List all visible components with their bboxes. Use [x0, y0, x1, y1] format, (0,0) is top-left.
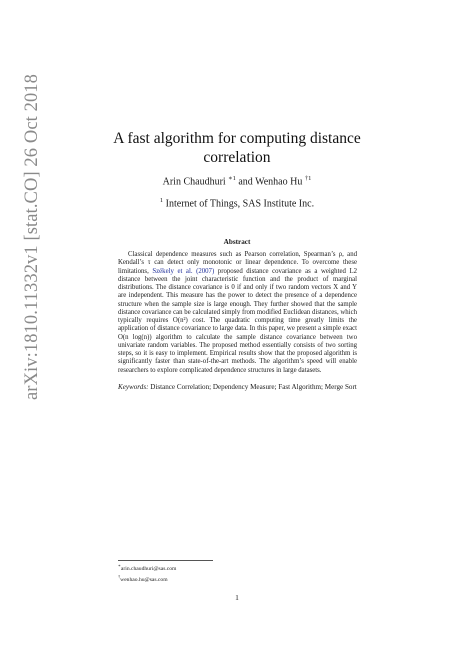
- affiliation-text: Internet of Things, SAS Institute Inc.: [165, 198, 315, 210]
- arxiv-identifier: arXiv:1810.11332v1 [stat.CO] 26 Oct 2018: [22, 74, 42, 400]
- author-name-1: Arin Chaudhuri: [162, 176, 226, 188]
- author-list: [0, 172, 474, 188]
- abstract-text-part-1: Classical dependence measures such as Pearson correlation, Spearman’s ρ, and Kendall’s τ can detect only monotonic or linear dependence. To overcome these limitations,: [118, 251, 357, 275]
- abstract-paragraph: [118, 251, 357, 375]
- footnotes: [118, 562, 176, 584]
- abstract-body: [118, 251, 357, 375]
- paper-title: [0, 129, 474, 167]
- abstract-text-part-2: proposed distance covariance as a weighted L2 distance between the joint characteristic function and the product of marginal distributions. The distance covariance is 0 if and only if two random vectors X and Y are independent. This measure has the power to detect the presence of a dependence structure when the sample size is large enough. They further showed that the sample distance covariance can be calculated simply from modified Euclidean distances, which typically requires O(n²) cost. The quadratic computing time greatly limits the application of distance covariance to large data. In this paper, we present a simple exact O(n log(n)) algorithm to calculate the sample distance covariance between two univariate random variables. The proposed method essentially consists of two sorting steps, so it is easy to implement. Empirical results show that the proposed algorithm is significantly faster than state-of-the-art methods. The algorithm’s speed will enable researchers to explore complicated dependence structures in large datasets.: [118, 267, 358, 374]
- footnote-email-1: arin.chaudhuri@sas.com: [120, 565, 177, 572]
- affiliation: [0, 194, 474, 210]
- affiliation-mark: 1: [159, 197, 164, 204]
- footnote-email-2: wenhao.hu@sas.com: [120, 577, 168, 584]
- title-line-2: correlation: [203, 149, 271, 166]
- title-line-1: A fast algorithm for computing distance: [113, 130, 361, 147]
- author-marks-1: ∗1: [228, 175, 236, 182]
- keywords-label: Keywords:: [118, 383, 149, 391]
- footnote-divider: [118, 560, 213, 561]
- footnote-2: [118, 573, 176, 584]
- footnote-mark-1: ∗: [118, 563, 121, 568]
- author-connector: and: [238, 176, 256, 188]
- page-number: 1: [235, 593, 239, 602]
- keywords: [118, 383, 364, 392]
- footnote-mark-2: †: [118, 574, 121, 580]
- abstract-heading: Abstract: [223, 238, 251, 246]
- keywords-text: Distance Correlation; Dependency Measure; Fast Algorithm; Merge Sort: [148, 383, 357, 391]
- author-marks-2: †1: [304, 175, 312, 182]
- citation-link[interactable]: Székely et al. (2007): [152, 267, 215, 275]
- footnote-1: [118, 562, 176, 573]
- author-name-2: Wenhao Hu: [255, 176, 303, 188]
